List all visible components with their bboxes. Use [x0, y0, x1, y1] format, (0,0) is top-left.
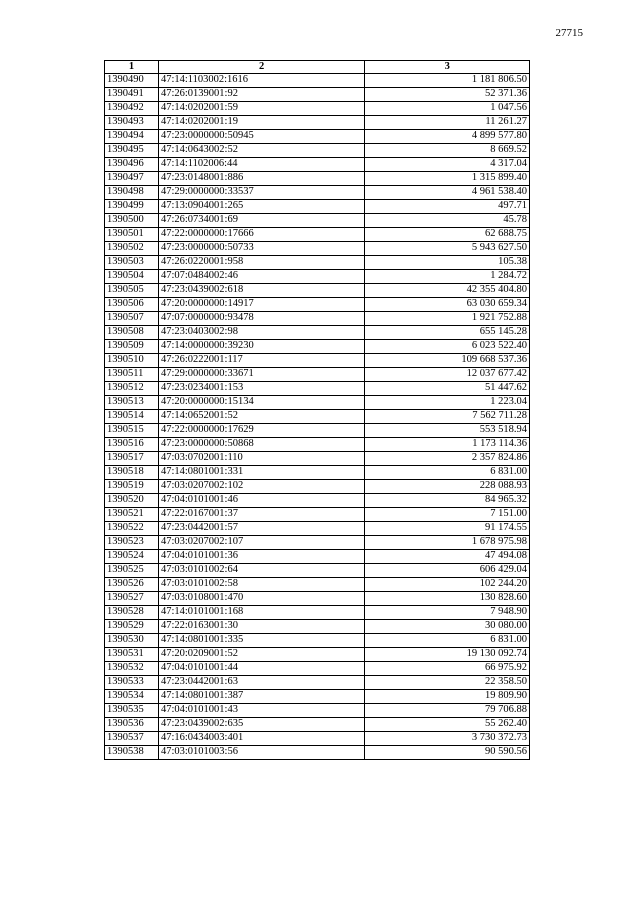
row-number-cell: 1390524: [105, 550, 159, 564]
column-header-2: 2: [158, 61, 364, 74]
table-row: [105, 676, 530, 690]
value-cell: 553 518.94: [365, 424, 530, 438]
value-cell: 7 151.00: [365, 508, 530, 522]
table-row: [105, 200, 530, 214]
row-number-cell: 1390513: [105, 396, 159, 410]
row-number-cell: 1390495: [105, 144, 159, 158]
table-row: [105, 116, 530, 130]
cadastral-number-cell: 47:23:0000000:50733: [158, 242, 364, 256]
cadastral-number-cell: 47:14:0202001:59: [158, 102, 364, 116]
row-number-cell: 1390521: [105, 508, 159, 522]
cadastral-number-cell: 47:03:0101003:56: [158, 746, 364, 760]
table-row: [105, 480, 530, 494]
cadastral-number-cell: 47:14:0801001:335: [158, 634, 364, 648]
table-row: [105, 242, 530, 256]
value-cell: 6 831.00: [365, 466, 530, 480]
cadastral-number-cell: 47:03:0108001:470: [158, 592, 364, 606]
table-row: [105, 438, 530, 452]
cadastral-number-cell: 47:14:0000000:39230: [158, 340, 364, 354]
value-cell: 8 669.52: [365, 144, 530, 158]
page-number: 27715: [555, 27, 583, 39]
row-number-cell: 1390532: [105, 662, 159, 676]
cadastral-number-cell: 47:14:0643002:52: [158, 144, 364, 158]
cadastral-number-cell: 47:22:0000000:17629: [158, 424, 364, 438]
value-cell: 55 262.40: [365, 718, 530, 732]
column-header-1: 1: [105, 61, 159, 74]
cadastral-number-cell: 47:16:0434003:401: [158, 732, 364, 746]
value-cell: 5 943 627.50: [365, 242, 530, 256]
table-row: [105, 74, 530, 88]
cadastral-number-cell: 47:23:0000000:50945: [158, 130, 364, 144]
table-row: [105, 312, 530, 326]
cadastral-number-cell: 47:14:0801001:387: [158, 690, 364, 704]
cadastral-number-cell: 47:03:0702001:110: [158, 452, 364, 466]
row-number-cell: 1390510: [105, 354, 159, 368]
value-cell: 84 965.32: [365, 494, 530, 508]
cadastral-number-cell: 47:29:0000000:33671: [158, 368, 364, 382]
row-number-cell: 1390507: [105, 312, 159, 326]
value-cell: 4 317.04: [365, 158, 530, 172]
table-row: [105, 536, 530, 550]
value-cell: 6 831.00: [365, 634, 530, 648]
cadastral-number-cell: 47:13:0904001:265: [158, 200, 364, 214]
row-number-cell: 1390506: [105, 298, 159, 312]
table-row: [105, 284, 530, 298]
cadastral-number-cell: 47:26:0734001:69: [158, 214, 364, 228]
row-number-cell: 1390514: [105, 410, 159, 424]
row-number-cell: 1390490: [105, 74, 159, 88]
row-number-cell: 1390534: [105, 690, 159, 704]
value-cell: 3 730 372.73: [365, 732, 530, 746]
row-number-cell: 1390527: [105, 592, 159, 606]
row-number-cell: 1390501: [105, 228, 159, 242]
value-cell: 1 678 975.98: [365, 536, 530, 550]
row-number-cell: 1390516: [105, 438, 159, 452]
row-number-cell: 1390505: [105, 284, 159, 298]
table-row: [105, 704, 530, 718]
row-number-cell: 1390528: [105, 606, 159, 620]
cadastral-number-cell: 47:26:0139001:92: [158, 88, 364, 102]
value-cell: 105.38: [365, 256, 530, 270]
table-row: [105, 634, 530, 648]
cadastral-number-cell: 47:14:0101001:168: [158, 606, 364, 620]
row-number-cell: 1390515: [105, 424, 159, 438]
table-row: [105, 382, 530, 396]
cadastral-number-cell: 47:20:0000000:14917: [158, 298, 364, 312]
cadastral-number-cell: 47:23:0442001:63: [158, 676, 364, 690]
value-cell: 62 688.75: [365, 228, 530, 242]
cadastral-number-cell: 47:04:0101001:46: [158, 494, 364, 508]
row-number-cell: 1390533: [105, 676, 159, 690]
cadastral-number-cell: 47:14:0652001:52: [158, 410, 364, 424]
value-cell: 7 948.90: [365, 606, 530, 620]
value-cell: 4 961 538.40: [365, 186, 530, 200]
value-cell: 66 975.92: [365, 662, 530, 676]
row-number-cell: 1390496: [105, 158, 159, 172]
table-row: [105, 88, 530, 102]
row-number-cell: 1390531: [105, 648, 159, 662]
cadastral-number-cell: 47:14:1102006:44: [158, 158, 364, 172]
row-number-cell: 1390530: [105, 634, 159, 648]
table-row: [105, 228, 530, 242]
row-number-cell: 1390497: [105, 172, 159, 186]
table-row: [105, 564, 530, 578]
value-cell: 22 358.50: [365, 676, 530, 690]
value-cell: 47 494.08: [365, 550, 530, 564]
table-row: [105, 690, 530, 704]
row-number-cell: 1390492: [105, 102, 159, 116]
data-table: [104, 60, 530, 760]
table-row: [105, 410, 530, 424]
value-cell: 19 809.90: [365, 690, 530, 704]
value-cell: 1 223.04: [365, 396, 530, 410]
row-number-cell: 1390499: [105, 200, 159, 214]
value-cell: 30 080.00: [365, 620, 530, 634]
table-row: [105, 592, 530, 606]
table-row: [105, 144, 530, 158]
header-row: [105, 61, 530, 74]
cadastral-number-cell: 47:23:0442001:57: [158, 522, 364, 536]
cadastral-number-cell: 47:23:0439002:618: [158, 284, 364, 298]
table-row: [105, 718, 530, 732]
row-number-cell: 1390529: [105, 620, 159, 634]
row-number-cell: 1390500: [105, 214, 159, 228]
row-number-cell: 1390491: [105, 88, 159, 102]
cadastral-number-cell: 47:14:0801001:331: [158, 466, 364, 480]
cadastral-number-cell: 47:07:0000000:93478: [158, 312, 364, 326]
cadastral-number-cell: 47:20:0000000:15134: [158, 396, 364, 410]
value-cell: 7 562 711.28: [365, 410, 530, 424]
cadastral-number-cell: 47:14:1103002:1616: [158, 74, 364, 88]
table-row: [105, 158, 530, 172]
cadastral-number-cell: 47:04:0101001:36: [158, 550, 364, 564]
value-cell: 42 355 404.80: [365, 284, 530, 298]
row-number-cell: 1390520: [105, 494, 159, 508]
value-cell: 1 173 114.36: [365, 438, 530, 452]
cadastral-number-cell: 47:23:0439002:635: [158, 718, 364, 732]
value-cell: 4 899 577.80: [365, 130, 530, 144]
value-cell: 497.71: [365, 200, 530, 214]
value-cell: 1 921 752.88: [365, 312, 530, 326]
table-row: [105, 606, 530, 620]
cadastral-number-cell: 47:03:0101002:64: [158, 564, 364, 578]
row-number-cell: 1390536: [105, 718, 159, 732]
cadastral-number-cell: 47:04:0101001:44: [158, 662, 364, 676]
table-row: [105, 340, 530, 354]
value-cell: 11 261.27: [365, 116, 530, 130]
cadastral-number-cell: 47:26:0222001:117: [158, 354, 364, 368]
value-cell: 1 315 899.40: [365, 172, 530, 186]
value-cell: 45.78: [365, 214, 530, 228]
value-cell: 655 145.28: [365, 326, 530, 340]
value-cell: 130 828.60: [365, 592, 530, 606]
table-row: [105, 256, 530, 270]
row-number-cell: 1390509: [105, 340, 159, 354]
table-row: [105, 130, 530, 144]
cadastral-number-cell: 47:07:0484002:46: [158, 270, 364, 284]
table-row: [105, 662, 530, 676]
row-number-cell: 1390538: [105, 746, 159, 760]
table-row: [105, 550, 530, 564]
row-number-cell: 1390517: [105, 452, 159, 466]
value-cell: 91 174.55: [365, 522, 530, 536]
row-number-cell: 1390522: [105, 522, 159, 536]
value-cell: 606 429.04: [365, 564, 530, 578]
row-number-cell: 1390503: [105, 256, 159, 270]
table-row: [105, 186, 530, 200]
table-row: [105, 270, 530, 284]
cadastral-number-cell: 47:23:0148001:886: [158, 172, 364, 186]
table-row: [105, 214, 530, 228]
cadastral-number-cell: 47:22:0000000:17666: [158, 228, 364, 242]
cadastral-number-cell: 47:20:0209001:52: [158, 648, 364, 662]
table-row: [105, 396, 530, 410]
cadastral-number-cell: 47:03:0207002:102: [158, 480, 364, 494]
row-number-cell: 1390498: [105, 186, 159, 200]
row-number-cell: 1390519: [105, 480, 159, 494]
cadastral-number-cell: 47:22:0167001:37: [158, 508, 364, 522]
value-cell: 1 181 806.50: [365, 74, 530, 88]
table-row: [105, 466, 530, 480]
value-cell: 228 088.93: [365, 480, 530, 494]
row-number-cell: 1390523: [105, 536, 159, 550]
value-cell: 102 244.20: [365, 578, 530, 592]
value-cell: 12 037 677.42: [365, 368, 530, 382]
row-number-cell: 1390535: [105, 704, 159, 718]
cadastral-number-cell: 47:14:0202001:19: [158, 116, 364, 130]
value-cell: 1 284.72: [365, 270, 530, 284]
table-row: [105, 326, 530, 340]
cadastral-number-cell: 47:29:0000000:33537: [158, 186, 364, 200]
cadastral-number-cell: 47:03:0207002:107: [158, 536, 364, 550]
cadastral-number-cell: 47:23:0234001:153: [158, 382, 364, 396]
table-row: [105, 648, 530, 662]
value-cell: 6 023 522.40: [365, 340, 530, 354]
row-number-cell: 1390511: [105, 368, 159, 382]
value-cell: 19 130 092.74: [365, 648, 530, 662]
table-row: [105, 522, 530, 536]
table-row: [105, 746, 530, 760]
cadastral-number-cell: 47:22:0163001:30: [158, 620, 364, 634]
table-row: [105, 732, 530, 746]
table-row: [105, 620, 530, 634]
cadastral-number-cell: 47:26:0220001:958: [158, 256, 364, 270]
cadastral-number-cell: 47:23:0000000:50868: [158, 438, 364, 452]
value-cell: 63 030 659.34: [365, 298, 530, 312]
row-number-cell: 1390518: [105, 466, 159, 480]
table-row: [105, 368, 530, 382]
table-row: [105, 452, 530, 466]
cadastral-number-cell: 47:23:0403002:98: [158, 326, 364, 340]
table-row: [105, 494, 530, 508]
table-row: [105, 298, 530, 312]
value-cell: 2 357 824.86: [365, 452, 530, 466]
value-cell: 52 371.36: [365, 88, 530, 102]
row-number-cell: 1390502: [105, 242, 159, 256]
cadastral-number-cell: 47:03:0101002:58: [158, 578, 364, 592]
value-cell: 79 706.88: [365, 704, 530, 718]
row-number-cell: 1390525: [105, 564, 159, 578]
value-cell: 1 047.56: [365, 102, 530, 116]
table-row: [105, 354, 530, 368]
table-row: [105, 102, 530, 116]
value-cell: 51 447.62: [365, 382, 530, 396]
value-cell: 90 590.56: [365, 746, 530, 760]
row-number-cell: 1390508: [105, 326, 159, 340]
table-body: [105, 74, 530, 760]
row-number-cell: 1390494: [105, 130, 159, 144]
row-number-cell: 1390526: [105, 578, 159, 592]
row-number-cell: 1390537: [105, 732, 159, 746]
table-row: [105, 508, 530, 522]
row-number-cell: 1390504: [105, 270, 159, 284]
table-row: [105, 578, 530, 592]
row-number-cell: 1390512: [105, 382, 159, 396]
table-row: [105, 424, 530, 438]
column-header-3: 3: [365, 61, 530, 74]
cadastral-number-cell: 47:04:0101001:43: [158, 704, 364, 718]
value-cell: 109 668 537.36: [365, 354, 530, 368]
row-number-cell: 1390493: [105, 116, 159, 130]
table-row: [105, 172, 530, 186]
